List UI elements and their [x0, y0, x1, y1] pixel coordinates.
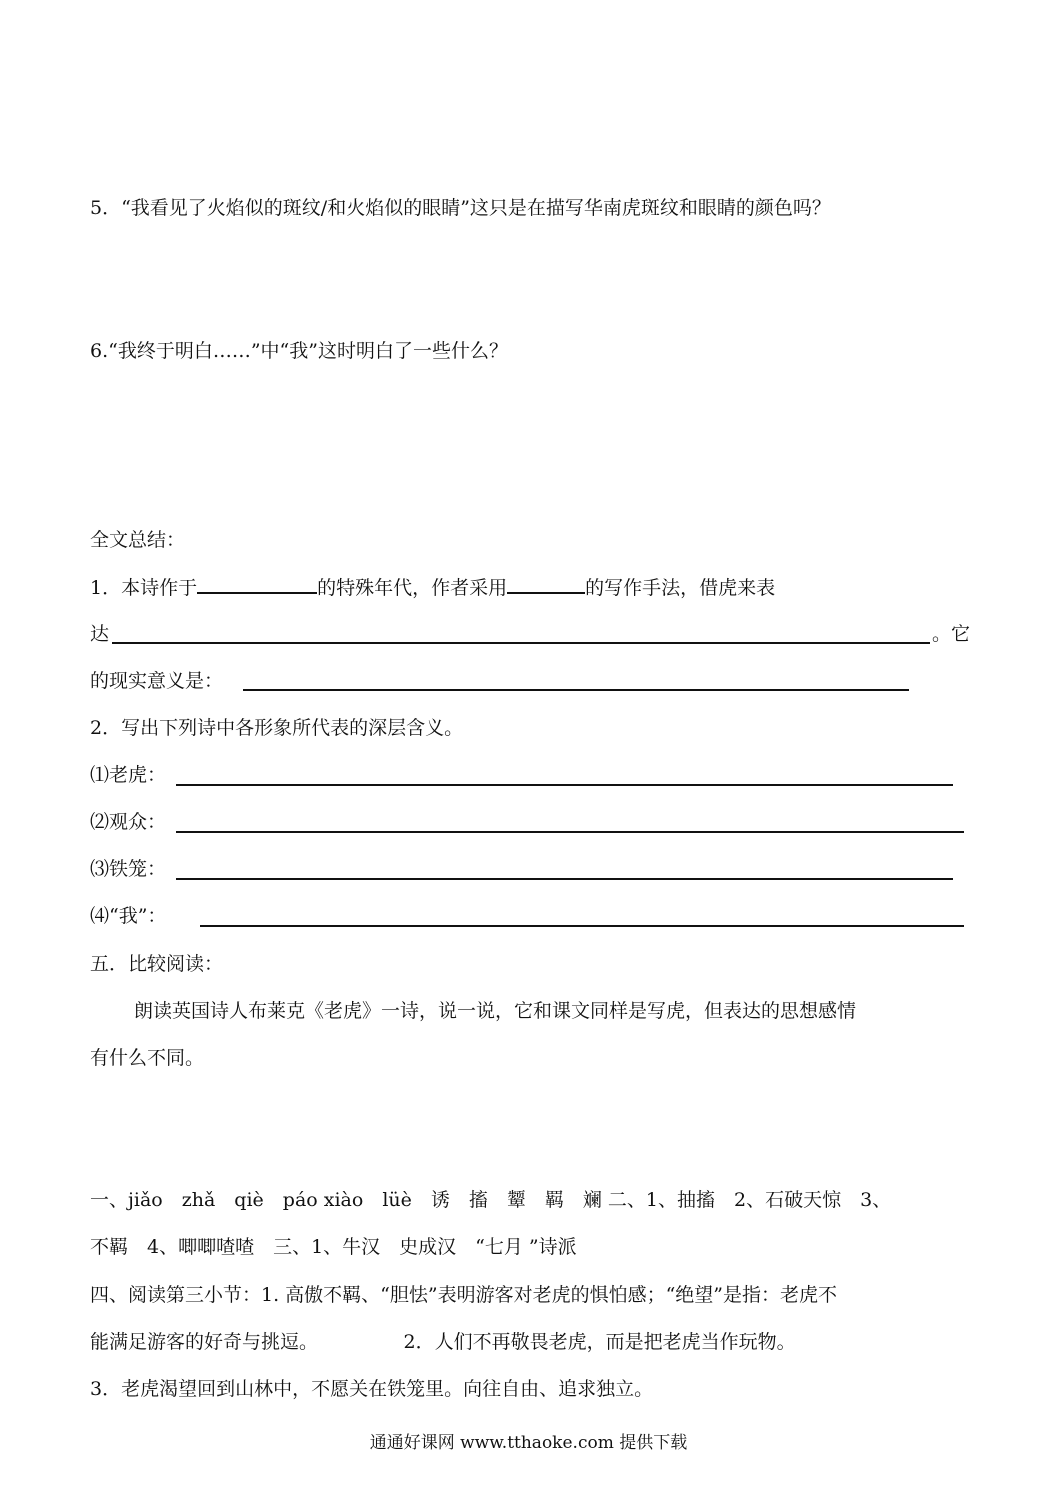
image-label-tiger: ⑴老虎：: [90, 764, 167, 786]
summary-item-1-part2: 的特殊年代，作者采用: [317, 577, 508, 599]
answer-line-2: 不羁 4、唧唧喳喳 三、1、牛汉 史成汉 “七月 ”诗派: [90, 1236, 577, 1258]
summary-item-2: 2．写出下列诗中各形象所代表的深层含义。: [90, 717, 464, 739]
summary-item-1-line2-start: 达: [90, 623, 110, 645]
section-5-paragraph-line1: 朗读英国诗人布莱克《老虎》一诗，说一说，它和课文同样是写虎，但表达的思想感情: [134, 1000, 857, 1022]
blank-significance[interactable]: [243, 689, 909, 691]
blank-technique[interactable]: [507, 574, 585, 594]
answer-line-5: 3．老虎渴望回到山林中，不愿关在铁笼里。向往自由、追求独立。: [90, 1378, 654, 1400]
blank-tiger[interactable]: [176, 784, 953, 786]
answer-line-1: 一、jiǎo zhǎ qiè páo xiào lüè 诱 搐 颦 羁 斓 二、1、抽搐 2、石破天惊 3、: [90, 1189, 892, 1211]
blank-cage[interactable]: [176, 878, 953, 880]
answer-line-4: 能满足游客的好奇与挑逗。 2．人们不再敬畏老虎，而是把老虎当作玩物。: [90, 1331, 796, 1353]
summary-heading: 全文总结：: [90, 529, 186, 551]
image-label-me: ⑷“我”：: [90, 905, 167, 927]
blank-era[interactable]: [197, 574, 317, 594]
blank-me[interactable]: [200, 925, 964, 927]
summary-item-1-part1: 1．本诗作于: [90, 577, 198, 599]
section-5-heading: 五．比较阅读：: [90, 953, 224, 975]
blank-audience[interactable]: [176, 831, 964, 833]
question-5: 5．“我看见了火焰似的斑纹/和火焰似的眼睛”这只是在描写华南虎斑纹和眼睛的颜色吗？: [90, 197, 831, 219]
question-6: 6.“我终于明白……”中“我”这时明白了一些什么？: [90, 340, 508, 362]
image-label-cage: ⑶铁笼：: [90, 858, 167, 880]
section-5-paragraph-line2: 有什么不同。: [90, 1047, 205, 1069]
summary-item-1-line2-end: 。它: [932, 623, 971, 645]
blank-expression[interactable]: [112, 642, 930, 644]
answer-line-3: 四、阅读第三小节：1. 高傲不羁、“胆怯”表明游客对老虎的惧怕感；“绝望”是指：老虎不: [90, 1284, 838, 1306]
page-footer: 通通好课网 www.tthaoke.com 提供下载: [369, 1433, 688, 1453]
summary-item-1: [90, 574, 775, 600]
summary-item-1-part3: 的写作手法，借虎来表: [585, 577, 776, 599]
summary-item-1-line3: 的现实意义是：: [90, 670, 224, 692]
image-label-audience: ⑵观众：: [90, 811, 167, 833]
